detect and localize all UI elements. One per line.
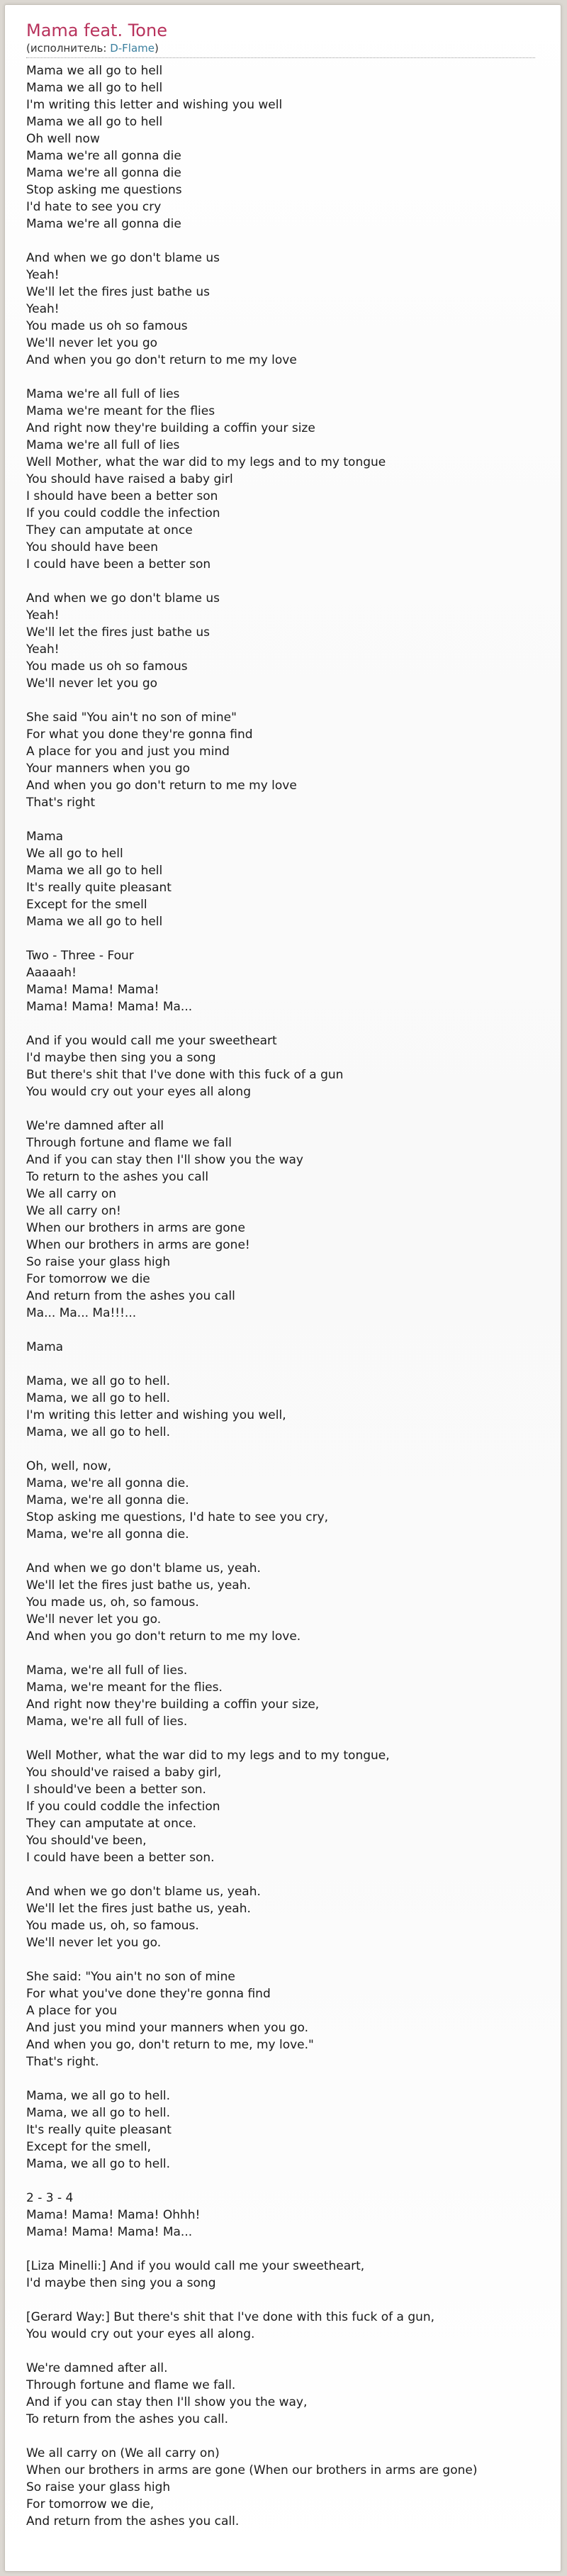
lyric-line: Mama we're all full of lies xyxy=(26,438,180,452)
lyric-line: Mama we all go to hell xyxy=(26,81,163,95)
lyric-line: When our brothers in arms are gone xyxy=(26,1221,245,1235)
lyric-line: We'll let the fires just bathe us, yeah. xyxy=(26,1902,251,1916)
lyric-line: We're damned after all. xyxy=(26,2361,168,2375)
lyric-line: Mama, we're all gonna die. xyxy=(26,1493,189,1507)
lyric-line: 2 - 3 - 4 xyxy=(26,2191,74,2205)
lyric-line: You made us oh so famous xyxy=(26,659,188,674)
stanza-break xyxy=(26,930,558,947)
stanza-break xyxy=(26,811,558,828)
lyric-line: Mama we all go to hell xyxy=(26,115,163,129)
stanza-break xyxy=(26,1543,558,1560)
lyric-line: Mama, we all go to hell. xyxy=(26,2089,171,2103)
lyric-line: Mama! Mama! Mama! Ma... xyxy=(26,1000,193,1014)
lyric-line: Mama, we all go to hell. xyxy=(26,1391,171,1405)
lyric-line: We all carry on xyxy=(26,1187,117,1201)
lyric-line: Mama xyxy=(26,1340,64,1354)
lyric-line: And when you go, don't return to me, my love." xyxy=(26,2038,314,2052)
lyric-line: I should have been a better son xyxy=(26,489,218,503)
lyric-line: Your manners when you go xyxy=(26,762,191,776)
lyric-line: And right now they're building a coffin your size xyxy=(26,421,315,435)
lyric-line: You made us oh so famous xyxy=(26,319,188,333)
lyric-line: If you could coddle the infection xyxy=(26,506,220,520)
stanza-break xyxy=(26,1015,558,1032)
lyric-line: Mama, we're meant for the flies. xyxy=(26,1680,223,1695)
lyric-line: And when we go don't blame us xyxy=(26,591,220,606)
lyric-line: We'll never let you go xyxy=(26,336,158,350)
lyric-line: Mama, we all go to hell. xyxy=(26,1374,171,1388)
lyric-line: And if you can stay then I'll show you the way xyxy=(26,1153,303,1167)
lyric-line: We all carry on! xyxy=(26,1204,121,1218)
stanza-break xyxy=(26,2173,558,2190)
lyric-line: So raise your glass high xyxy=(26,2480,171,2494)
stanza-break xyxy=(26,1730,558,1747)
stanza-break xyxy=(26,1322,558,1339)
lyric-line: You would cry out your eyes all along xyxy=(26,1085,251,1099)
stanza-break xyxy=(26,2070,558,2087)
lyric-line: Mama we all go to hell xyxy=(26,864,163,878)
lyric-line: To return from the ashes you call. xyxy=(26,2412,228,2426)
lyric-line: Mama, we're all full of lies. xyxy=(26,1714,188,1729)
lyric-line: I could have been a better son. xyxy=(26,1851,215,1865)
lyric-line: Mama, we're all gonna die. xyxy=(26,1527,189,1541)
lyric-line: We'll let the fires just bathe us, yeah. xyxy=(26,1578,251,1593)
lyric-line: I'm writing this letter and wishing you well, xyxy=(26,1408,286,1422)
lyric-line: Mama we all go to hell xyxy=(26,64,163,78)
lyric-line: Well Mother, what the war did to my legs and to my tongue xyxy=(26,455,386,469)
lyric-line: A place for you and just you mind xyxy=(26,745,230,759)
lyric-line: Mama we all go to hell xyxy=(26,915,163,929)
lyric-line: That's right xyxy=(26,796,96,810)
lyric-line: And when we go don't blame us, yeah. xyxy=(26,1561,261,1576)
lyric-line: Aaaaah! xyxy=(26,966,77,980)
lyric-line: They can amputate at once. xyxy=(26,1817,197,1831)
lyric-line: For tomorrow we die, xyxy=(26,2497,155,2511)
lyrics-content xyxy=(26,19,558,2530)
lyric-line: Mama, we all go to hell. xyxy=(26,2157,171,2171)
lyric-line: And when you go don't return to me my love xyxy=(26,353,297,367)
stanza-break xyxy=(26,2428,558,2445)
lyric-line: You made us, oh, so famous. xyxy=(26,1919,199,1933)
lyric-line: I'd maybe then sing you a song xyxy=(26,2276,216,2290)
lyric-line: And just you mind your manners when you go. xyxy=(26,2021,309,2035)
lyric-line: And when you go don't return to me my love xyxy=(26,779,297,793)
lyric-line: Mama, we're all gonna die. xyxy=(26,1476,189,1490)
lyrics-panel xyxy=(4,4,561,2572)
lyric-line: That's right. xyxy=(26,2055,99,2069)
lyric-line: It's really quite pleasant xyxy=(26,881,172,895)
lyric-line: Mama! Mama! Mama! Ma... xyxy=(26,2225,193,2239)
stanza-break xyxy=(26,233,558,250)
stanza-break xyxy=(26,1356,558,1373)
lyric-line: [Liza Minelli:] And if you would call me your sweetheart, xyxy=(26,2259,365,2273)
lyric-line: And return from the ashes you call xyxy=(26,1289,235,1303)
lyric-line: Mama we're all gonna die xyxy=(26,217,181,231)
lyric-line: Yeah! xyxy=(26,302,60,316)
lyric-line: You made us, oh, so famous. xyxy=(26,1595,199,1610)
lyric-line: So raise your glass high xyxy=(26,1255,171,1269)
lyric-line: Yeah! xyxy=(26,268,60,282)
lyric-line: We'll let the fires just bathe us xyxy=(26,285,210,299)
lyric-line: Mama! Mama! Mama! Ohhh! xyxy=(26,2208,201,2222)
lyric-line: We all go to hell xyxy=(26,847,123,861)
lyric-line: She said "You ain't no son of mine" xyxy=(26,710,237,725)
lyric-line: Mama we're meant for the flies xyxy=(26,404,215,418)
lyric-line: Mama we're all gonna die xyxy=(26,149,181,163)
lyric-line: We'll never let you go. xyxy=(26,1612,162,1627)
lyric-line: Well Mother, what the war did to my legs and to my tongue, xyxy=(26,1749,390,1763)
lyric-line: They can amputate at once xyxy=(26,523,193,537)
lyric-line: Mama, we all go to hell. xyxy=(26,1425,171,1439)
lyric-line: You would cry out your eyes all along. xyxy=(26,2327,255,2341)
performer-line xyxy=(26,42,535,58)
lyric-line: For what you've done they're gonna find xyxy=(26,1987,271,2001)
stanza-break xyxy=(26,2241,558,2258)
lyric-line: Mama, we're all full of lies. xyxy=(26,1663,188,1678)
lyric-line: We'll let the fires just bathe us xyxy=(26,625,210,640)
lyric-line: It's really quite pleasant xyxy=(26,2123,172,2137)
lyric-line: Two - Three - Four xyxy=(26,949,134,963)
lyric-line: We'll never let you go. xyxy=(26,1936,162,1950)
lyric-line: When our brothers in arms are gone! xyxy=(26,1238,250,1252)
lyric-line: I'd hate to see you cry xyxy=(26,200,162,214)
lyric-line: Mama, we all go to hell. xyxy=(26,2106,171,2120)
lyric-line: Yeah! xyxy=(26,642,60,657)
lyric-line: And right now they're building a coffin your size, xyxy=(26,1697,320,1712)
lyric-line: Yeah! xyxy=(26,608,60,623)
lyric-line: Through fortune and flame we fall xyxy=(26,1136,232,1150)
lyric-line: And when we go don't blame us xyxy=(26,251,220,265)
stanza-break xyxy=(26,692,558,709)
stanza-break xyxy=(26,1866,558,1883)
song-title: Mama feat. Tone xyxy=(26,21,167,40)
lyric-line: I should've been a better son. xyxy=(26,1783,206,1797)
stanza-break xyxy=(26,1645,558,1662)
lyric-line: Mama! Mama! Mama! xyxy=(26,983,159,997)
stanza-break xyxy=(26,2292,558,2309)
performer-link[interactable]: D-Flame xyxy=(110,42,155,55)
lyric-line: We all carry on (We all carry on) xyxy=(26,2446,220,2460)
stanza-break xyxy=(26,1441,558,1458)
lyric-line: Except for the smell xyxy=(26,898,147,912)
performer-prefix: (исполнитель: xyxy=(26,42,111,55)
lyric-line: And if you would call me your sweetheart xyxy=(26,1034,277,1048)
performer-suffix: ) xyxy=(155,42,159,55)
lyric-line: For tomorrow we die xyxy=(26,1272,150,1286)
stanza-break xyxy=(26,573,558,590)
stanza-break xyxy=(26,2343,558,2360)
lyric-line: Oh well now xyxy=(26,132,100,146)
lyric-line: We'll never let you go xyxy=(26,676,158,691)
lyric-line: Mama xyxy=(26,830,64,844)
lyric-line: I'd maybe then sing you a song xyxy=(26,1051,216,1065)
lyric-line: When our brothers in arms are gone (When our brothers in arms are gone) xyxy=(26,2463,478,2477)
lyric-line: I could have been a better son xyxy=(26,557,211,571)
lyric-line: You should have raised a baby girl xyxy=(26,472,233,486)
lyric-line: [Gerard Way:] But there's shit that I've done with this fuck of a gun, xyxy=(26,2310,435,2324)
lyric-line: You should've raised a baby girl, xyxy=(26,1766,222,1780)
stanza-break xyxy=(26,1951,558,1968)
lyric-line: To return to the ashes you call xyxy=(26,1170,209,1184)
lyric-line: I'm writing this letter and wishing you well xyxy=(26,98,283,112)
lyric-line: And if you can stay then I'll show you the way, xyxy=(26,2395,308,2409)
stanza-break xyxy=(26,1100,558,1117)
lyric-line: Ma... Ma... Ma!!!... xyxy=(26,1306,137,1320)
lyric-line: For what you done they're gonna find xyxy=(26,727,253,742)
lyric-line: Stop asking me questions xyxy=(26,183,182,197)
lyric-line: Oh, well, now, xyxy=(26,1459,112,1473)
lyric-line: Mama we're all gonna die xyxy=(26,166,181,180)
lyric-line: Except for the smell, xyxy=(26,2140,151,2154)
lyric-line: Through fortune and flame we fall. xyxy=(26,2378,236,2392)
lyric-line: And when we go don't blame us, yeah. xyxy=(26,1885,261,1899)
lyric-line: Mama we're all full of lies xyxy=(26,387,180,401)
lyric-line: If you could coddle the infection xyxy=(26,1800,220,1814)
lyric-line: You should have been xyxy=(26,540,159,554)
lyric-line: She said: "You ain't no son of mine xyxy=(26,1970,235,1984)
lyric-line: You should've been, xyxy=(26,1834,147,1848)
lyric-line: Stop asking me questions, I'd hate to see you cry, xyxy=(26,1510,329,1524)
stanza-break xyxy=(26,369,558,386)
lyric-line: And when you go don't return to me my love. xyxy=(26,1629,301,1644)
lyrics-text xyxy=(26,62,558,2530)
lyric-line: We're damned after all xyxy=(26,1119,164,1133)
lyric-line: And return from the ashes you call. xyxy=(26,2514,240,2528)
lyric-line: But there's shit that I've done with this fuck of a gun xyxy=(26,1068,344,1082)
lyric-line: A place for you xyxy=(26,2004,118,2018)
